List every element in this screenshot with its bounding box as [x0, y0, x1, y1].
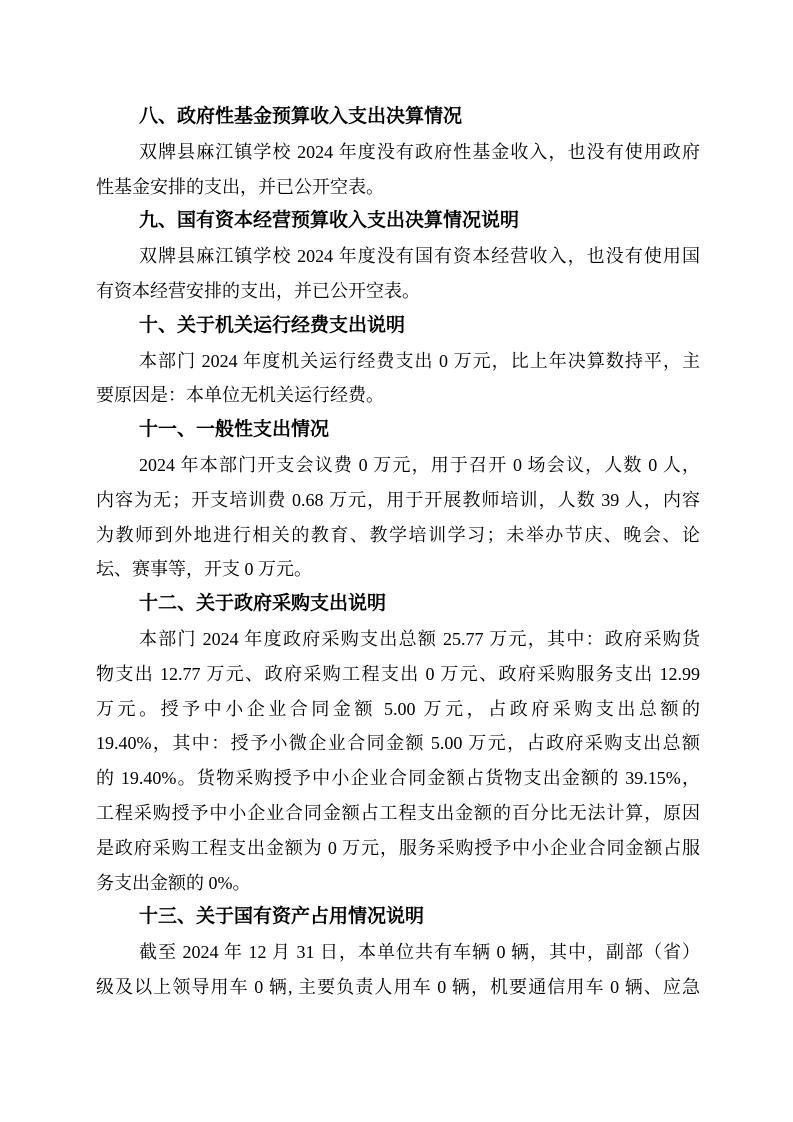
- paragraph-line: 2024 年本部门开支会议费 0 万元，用于召开 0 场会议，人数 0 人，: [139, 454, 700, 475]
- paragraph-line: 性基金安排的支出，并已公开空表。: [96, 176, 384, 197]
- paragraph-line: 内容为无；开支培训费 0.68 万元，用于开展教师培训，人数 39 人，内容: [96, 489, 700, 510]
- paragraph-line: 双牌县麻江镇学校 2024 年度没有政府性基金收入，也没有使用政府: [139, 141, 700, 162]
- paragraph-line: 双牌县麻江镇学校 2024 年度没有国有资本经营收入，也没有使用国: [139, 246, 700, 267]
- section-heading: 八、政府性基金预算收入支出决算情况: [139, 106, 463, 127]
- document-content: [96, 100, 700, 1005]
- section-heading: 十、关于机关运行经费支出说明: [139, 314, 406, 336]
- paragraph-line: 物支出 12.77 万元、政府采购工程支出 0 万元、政府采购服务支出 12.99: [96, 663, 700, 684]
- paragraph-line: 工程采购授予中小企业合同金额占工程支出金额的百分比无法计算，原因: [96, 802, 700, 823]
- paragraph-line: 19.40%，其中：授予小微企业合同金额 5.00 万元，占政府采购支出总额: [96, 733, 700, 754]
- paragraph-line: 务支出金额的 0%。: [96, 872, 251, 893]
- paragraph-line: 本部门 2024 年度机关运行经费支出 0 万元，比上年决算数持平，主: [139, 350, 700, 371]
- paragraph-line: 级及以上领导用车 0 辆, 主要负责人用车 0 辆，机要通信用车 0 辆、应急: [96, 976, 700, 997]
- paragraph-line: 是政府采购工程支出金额为 0 万元，服务采购授予中小企业合同金额占服: [96, 837, 700, 858]
- section-heading: 十一、一般性支出情况: [139, 419, 330, 441]
- paragraph-line: 本部门 2024 年度政府采购支出总额 25.77 万元，其中：政府采购货: [139, 628, 700, 649]
- paragraph-line: 坛、赛事等，开支 0 万元。: [96, 559, 312, 580]
- section-heading: 九、国有资本经营预算收入支出决算情况说明: [139, 210, 520, 232]
- paragraph-line: 截至 2024 年 12 月 31 日，本单位共有车辆 0 辆，其中，副部（省）: [139, 942, 700, 963]
- paragraph-line: 有资本经营安排的支出，并已公开空表。: [96, 280, 420, 301]
- paragraph-line: 万元。授予中小企业合同金额 5.00 万元，占政府采购支出总额的: [96, 698, 700, 719]
- section-heading: 十三、关于国有资产占用情况说明: [139, 906, 425, 928]
- paragraph-line: 要原因是：本单位无机关运行经费。: [96, 385, 384, 406]
- paragraph-line: 的 19.40%。货物采购授予中小企业合同金额占货物支出金额的 39.15%，: [96, 768, 700, 789]
- section-heading: 十二、关于政府采购支出说明: [139, 593, 387, 615]
- paragraph-line: 为教师到外地进行相关的教育、教学培训学习；未举办节庆、晚会、论: [96, 524, 700, 545]
